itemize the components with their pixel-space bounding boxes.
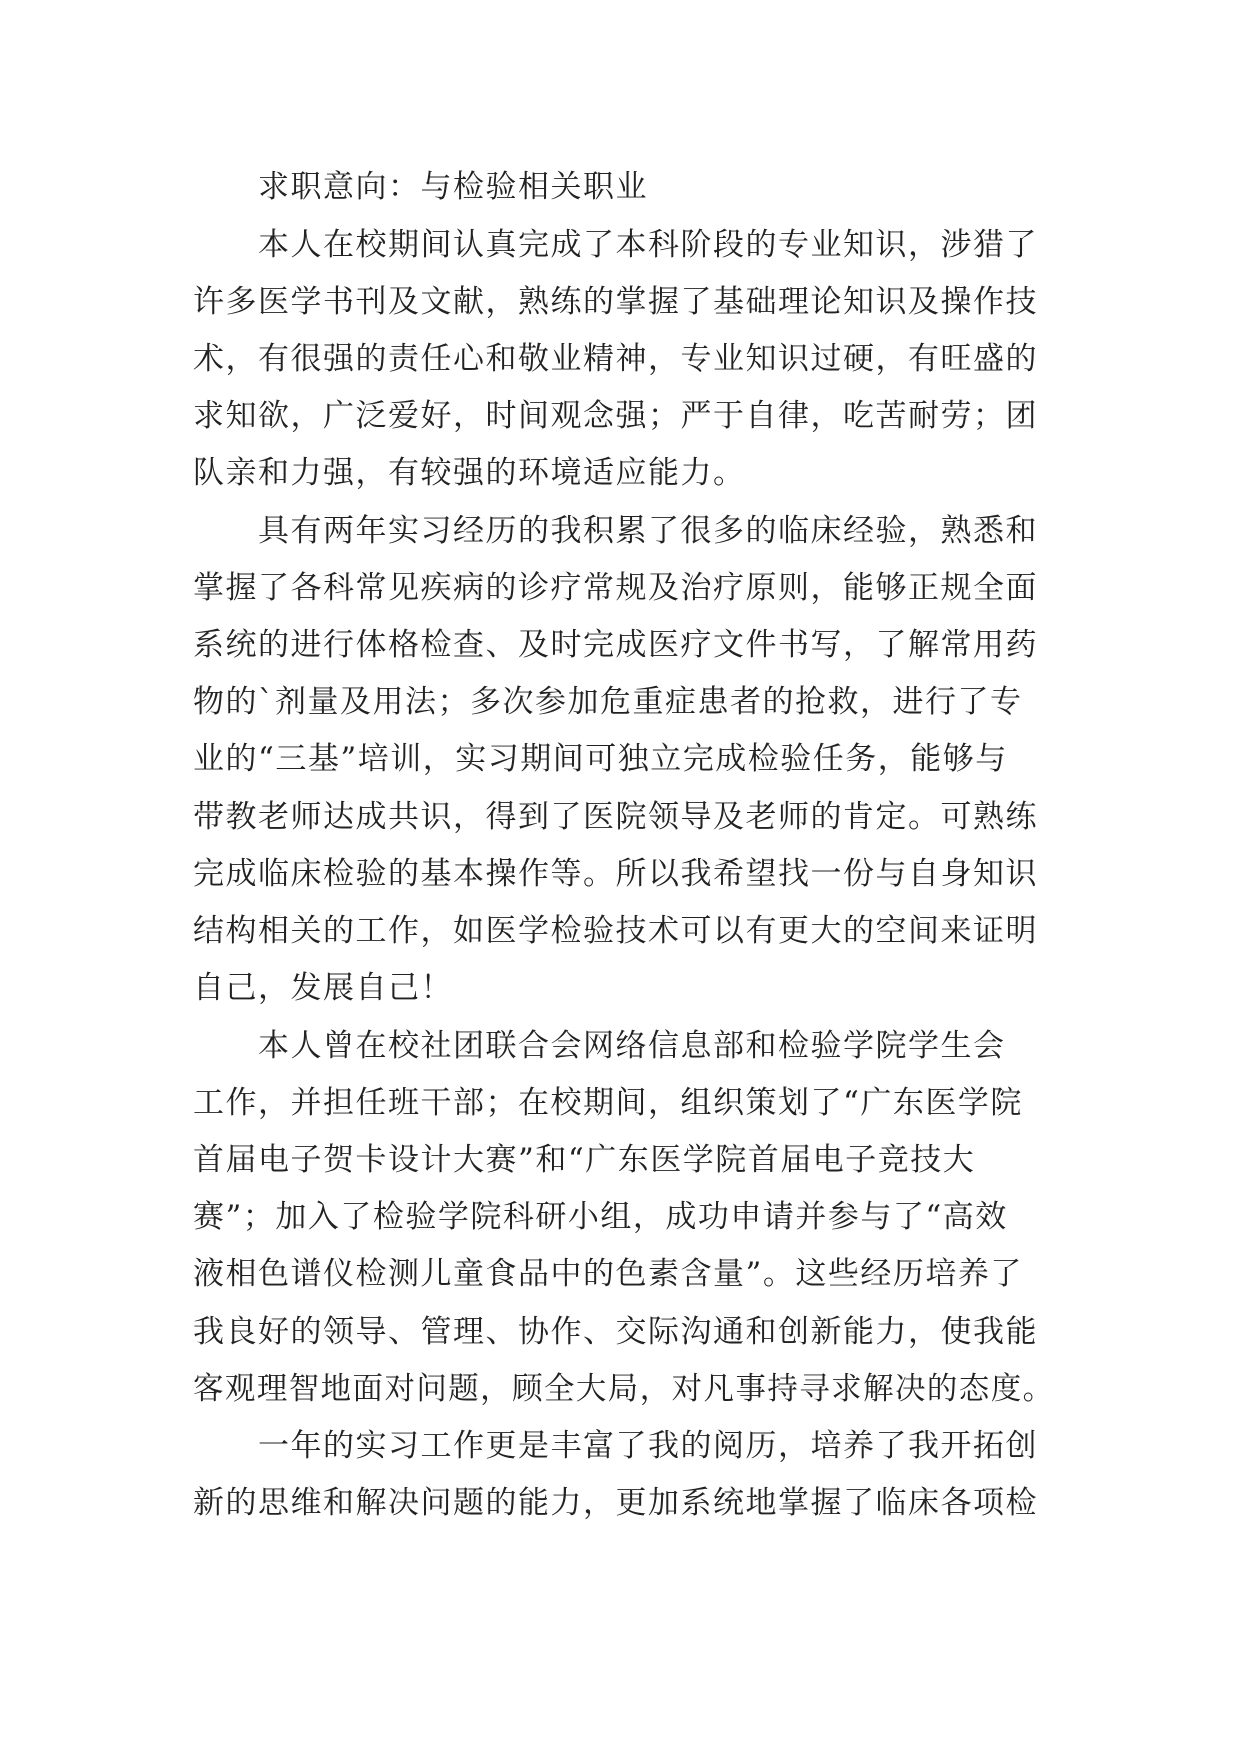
text-line: 业的“三基”培训，实习期间可独立完成检验任务，能够与 <box>193 741 1008 777</box>
text-line: 首届电子贺卡设计大赛”和“广东医学院首届电子竞技大 <box>193 1142 976 1178</box>
text-line: 系统的进行体格检查、及时完成医疗文件书写，了解常用药 <box>193 627 1038 663</box>
text-line: 液相色谱仪检测儿童食品中的色素含量”。这些经历培养了 <box>193 1256 1023 1292</box>
text-line: 赛”；加入了检验学院科研小组，成功申请并参与了“高效 <box>193 1199 1008 1235</box>
text-line: 客观理智地面对问题，顾全大局，对凡事持寻求解决的态度。 <box>193 1371 1055 1407</box>
text-line: 物的`剂量及用法；多次参加危重症患者的抢救，进行了专 <box>193 684 1023 720</box>
text-line: 求知欲，广泛爱好，时间观念强；严于自律，吃苦耐劳；团 <box>193 398 1038 434</box>
text-line: 队亲和力强，有较强的环境适应能力。 <box>193 455 746 491</box>
text-line: 术，有很强的责任心和敬业精神，专业知识过硬，有旺盛的 <box>193 341 1038 377</box>
text-line: 我良好的领导、管理、协作、交际沟通和创新能力，使我能 <box>193 1314 1038 1350</box>
text-line: 完成临床检验的基本操作等。所以我希望找一份与自身知识 <box>193 856 1038 892</box>
text-line: 本人曾在校社团联合会网络信息部和检验学院学生会 <box>258 1028 1006 1064</box>
text-line: 具有两年实习经历的我积累了很多的临床经验，熟悉和 <box>258 513 1038 549</box>
text-line: 一年的实习工作更是丰富了我的阅历，培养了我开拓创 <box>258 1428 1038 1464</box>
text-line: 许多医学书刊及文献，熟练的掌握了基础理论知识及操作技 <box>193 284 1038 320</box>
text-line: 带教老师达成共识，得到了医院领导及老师的肯定。可熟练 <box>193 799 1038 835</box>
text-line: 工作，并担任班干部；在校期间，组织策划了“广东医学院 <box>193 1085 1023 1121</box>
text-line: 新的思维和解决问题的能力，更加系统地掌握了临床各项检 <box>193 1485 1038 1521</box>
text-line: 本人在校期间认真完成了本科阶段的专业知识，涉猎了 <box>258 227 1038 263</box>
text-line: 结构相关的工作，如医学检验技术可以有更大的空间来证明 <box>193 913 1038 949</box>
text-line: 掌握了各科常见疾病的诊疗常规及治疗原则，能够正规全面 <box>193 570 1038 606</box>
text-line: 自己，发展自己！ <box>193 970 453 1006</box>
text-line: 求职意向：与检验相关职业 <box>258 169 648 205</box>
